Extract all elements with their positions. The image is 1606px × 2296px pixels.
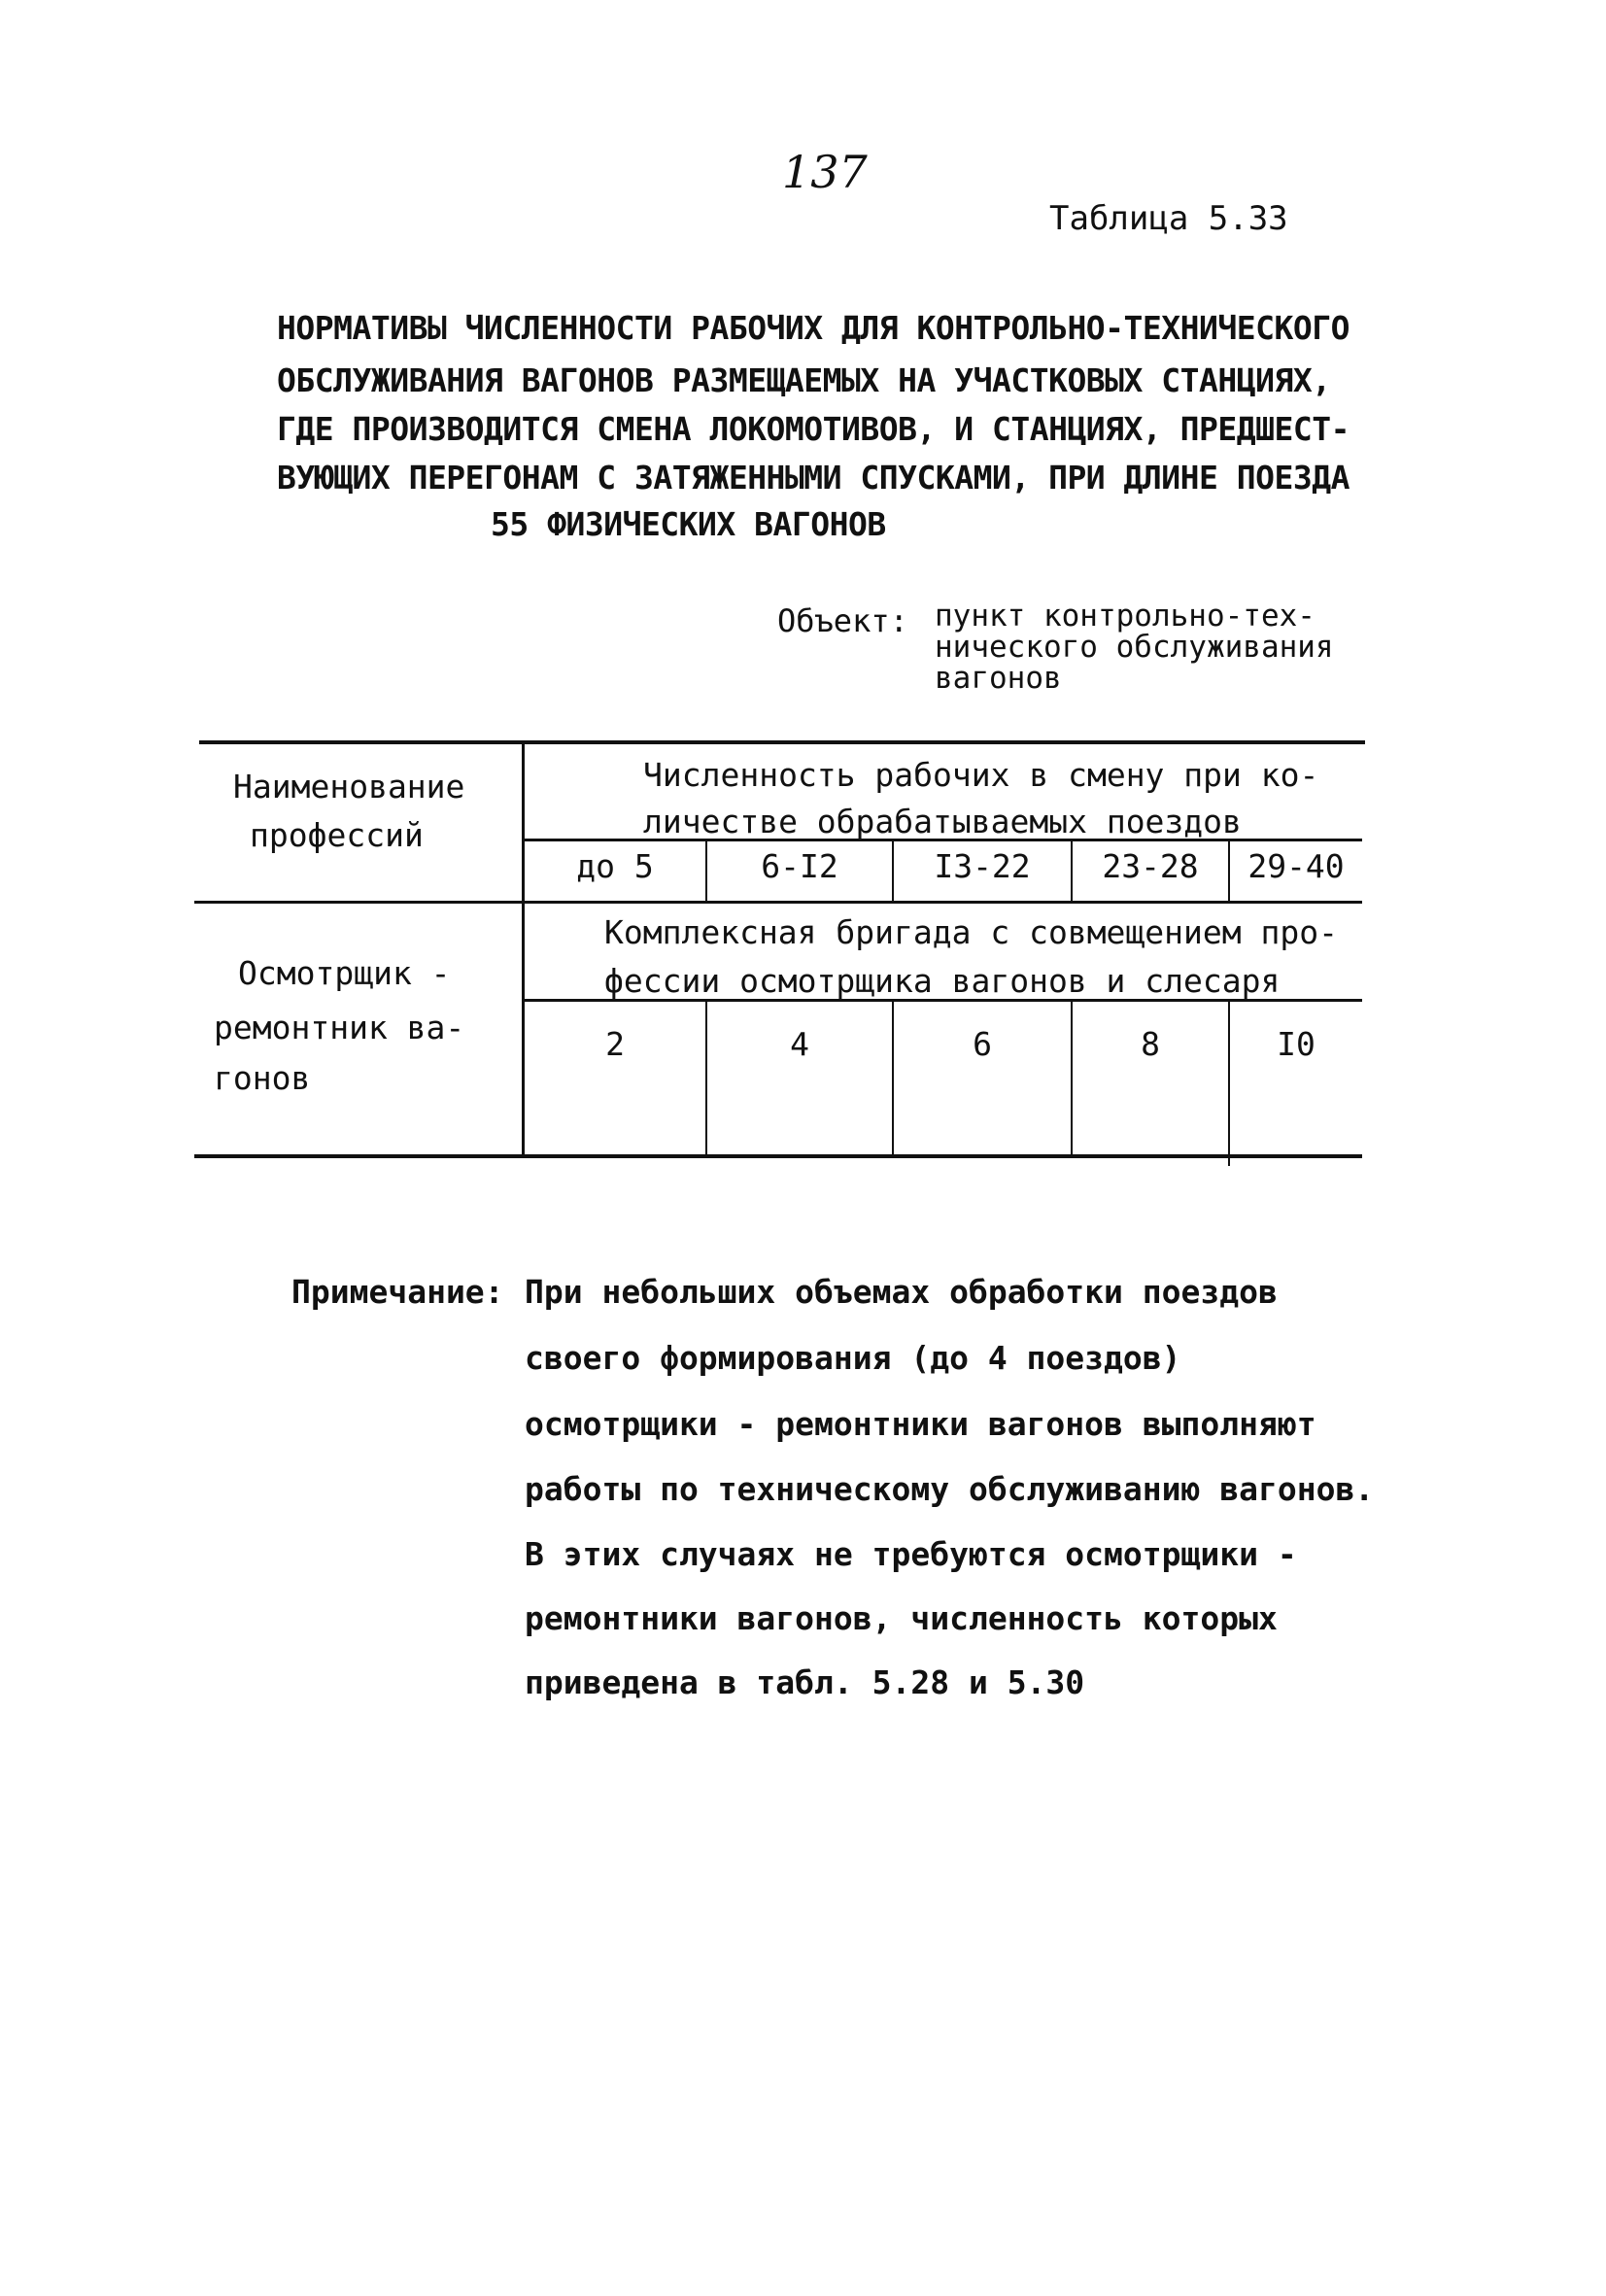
note-line: своего формирования (до 4 поездов) [525,1339,1181,1377]
title-line: 55 ФИЗИЧЕСКИХ ВАГОНОВ [491,505,886,543]
title-line: ОБСЛУЖИВАНИЯ ВАГОНОВ РАЗМЕЩАЕМЫХ НА УЧАСТКОВЫХ СТАНЦИЯХ, [277,361,1331,399]
header-staff-count: личестве обрабатываемых поездов [643,803,1242,840]
page-number: 137 [782,146,868,198]
header-profession: Наименование [233,768,465,805]
note-line: приведена в табл. 5.28 и 5.30 [525,1663,1085,1701]
staff-value: 8 [1141,1025,1160,1063]
header-staff-count: Численность рабочих в смену при ко- [643,756,1319,794]
title-line: ВУЮЩИХ ПЕРЕГОНАМ С ЗАТЯЖЕННЫМИ СПУСКАМИ, ПРИ ДЛИНЕ ПОЕЗДА [277,459,1350,497]
note-line: При небольших объемах обработки поездов [525,1273,1278,1311]
brigade-note: фессии осмотрщика вагонов и слесаря [604,962,1281,1000]
brigade-note: Комплексная бригада с совмещением про- [604,913,1338,951]
staff-value: 2 [605,1025,625,1063]
note-line: ремонтники вагонов, численность которых [525,1599,1278,1637]
range-header: 23-28 [1102,847,1199,885]
note-label: Примечание: [291,1273,504,1311]
staff-value: I0 [1277,1025,1316,1063]
table-divider [1071,1001,1073,1156]
staff-value: 6 [973,1025,992,1063]
range-header: I3-22 [934,847,1031,885]
table-label: Таблица 5.33 [1049,199,1288,238]
profession-name: Осмотрщик - [238,954,451,992]
object-label: Объект: [777,602,908,639]
range-header: 6-I2 [761,847,838,885]
note-line: работы по техническому обслуживанию вагонов. [525,1470,1375,1508]
object-line: пункт контрольно-тех- [935,599,1316,634]
note-line: В этих случаях не требуются осмотрщики - [525,1535,1297,1573]
table-bottom-rule [194,1154,1362,1158]
title-line: ГДЕ ПРОИЗВОДИТСЯ СМЕНА ЛОКОМОТИВОВ, И СТАНЦИЯХ, ПРЕДШЕСТ- [277,410,1350,448]
header-profession: профессий [250,816,424,854]
staff-value: 4 [790,1025,809,1063]
object-line: вагонов [935,661,1062,696]
table-top-rule [199,740,1365,744]
range-header: 29-40 [1247,847,1345,885]
note-line: осмотрщики - ремонтники вагонов выполняют [525,1405,1316,1443]
object-line: нического обслуживания [935,630,1334,665]
profession-name: ремонтник ва- [214,1009,465,1046]
table-divider [892,1001,894,1156]
range-header: до 5 [576,847,654,885]
table-divider [522,743,525,1156]
profession-name: гонов [214,1059,311,1097]
table-divider [705,1001,707,1156]
table-rule [194,901,1362,904]
title-line: НОРМАТИВЫ ЧИСЛЕННОСТИ РАБОЧИХ ДЛЯ КОНТРОЛЬНО-ТЕХНИЧЕСКОГО [277,309,1350,347]
